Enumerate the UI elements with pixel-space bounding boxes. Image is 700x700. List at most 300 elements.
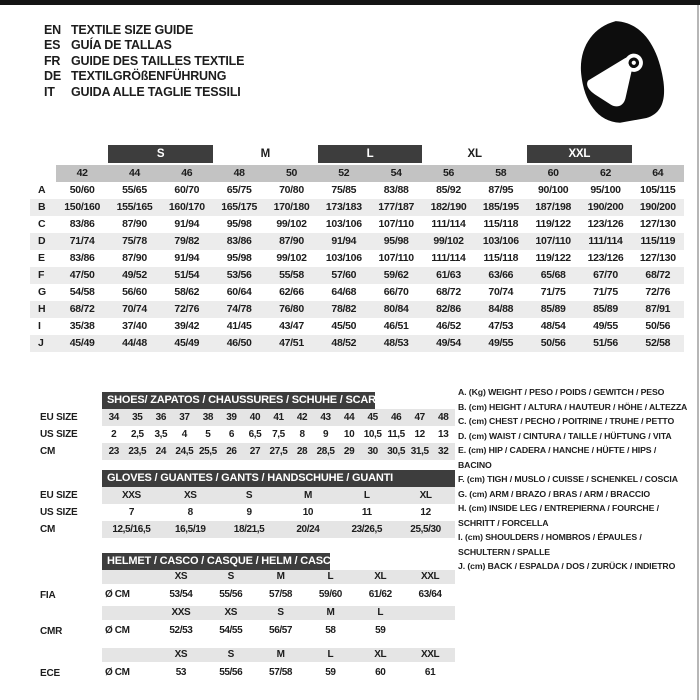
size-value: 115/118 (483, 252, 519, 264)
racing-helmet-svg (572, 14, 668, 132)
size-columns-row (30, 165, 684, 182)
standard-label: ECE (40, 667, 60, 679)
size-value: 107/110 (378, 218, 414, 230)
cell-value: 25,5/30 (410, 524, 441, 535)
size-value: 160/170 (168, 201, 205, 213)
size-value: 111/114 (431, 218, 466, 230)
size-col-header: 46 (161, 165, 213, 182)
cell-value: 2,5 (130, 429, 144, 440)
size-value: 82/86 (436, 303, 461, 315)
language-code: EN (44, 22, 61, 37)
size-value: 39/42 (174, 320, 200, 332)
cell-value: 27 (249, 446, 261, 457)
size-value: 99/102 (276, 218, 307, 230)
language-code: ES (44, 38, 61, 53)
cell-value: 38 (202, 412, 214, 423)
helmet-value (405, 620, 455, 642)
helmet-values-row (30, 662, 455, 684)
size-value: 61/63 (436, 269, 461, 281)
size-value: 83/88 (383, 184, 409, 196)
cell-value: 26 (226, 446, 237, 457)
size-group-label-M: M (260, 148, 271, 160)
size-value: 46/52 (436, 320, 461, 332)
helmet-size (405, 606, 455, 620)
size-value: 70/74 (488, 286, 514, 298)
size-value: 75/78 (122, 235, 147, 247)
cell-value: XL (419, 490, 432, 501)
size-value: 127/130 (639, 218, 676, 230)
size-row-I (30, 318, 684, 335)
size-col-header: 60 (527, 165, 579, 182)
row-label: US SIZE (40, 429, 78, 440)
row-label: CM (40, 446, 56, 457)
size-value: 127/130 (639, 252, 676, 264)
cell-value: 3,5 (154, 429, 168, 440)
size-value: 91/94 (174, 252, 200, 264)
unit-spacer (102, 648, 156, 662)
cell-value: 23,5 (128, 446, 147, 457)
helmet-size: XXL (420, 571, 440, 582)
measurement-legend (458, 385, 692, 574)
table-row (30, 409, 455, 426)
size-value: 87/90 (122, 218, 147, 230)
size-row-F (30, 267, 684, 284)
size-value: 115/119 (640, 235, 676, 247)
table-row (30, 443, 455, 460)
cell-value: 5 (205, 429, 211, 440)
size-row-J (30, 335, 684, 352)
measurement-key: D (38, 235, 46, 247)
size-value: 47/51 (279, 337, 304, 349)
helmet-value: 53 (175, 667, 187, 678)
cell-value: 37 (179, 412, 190, 423)
size-row-G (30, 284, 684, 301)
size-value: 45/49 (174, 337, 200, 349)
cell-value: 41 (273, 412, 284, 423)
helmet-values-row (30, 584, 455, 606)
size-table (30, 145, 684, 352)
unit-spacer (102, 606, 156, 620)
cell-value: 42 (296, 412, 308, 423)
cell-value: M (303, 490, 312, 501)
size-col-header: 42 (56, 165, 108, 182)
helmet-size: S (227, 649, 234, 660)
table-row (30, 487, 455, 504)
size-value: 84/88 (488, 303, 514, 315)
cell-value: 10 (343, 429, 355, 440)
size-value: 123/126 (587, 218, 624, 230)
size-col-header: 52 (318, 165, 370, 182)
helmet-value: 55/56 (219, 667, 243, 678)
cell-value: 31,5 (410, 446, 429, 457)
size-value: 165/175 (221, 201, 258, 213)
cell-value: 7 (128, 507, 134, 518)
cell-value: 34 (108, 412, 119, 423)
size-value: 48/52 (331, 337, 357, 349)
size-value: 68/72 (645, 269, 671, 281)
helmet-value: 52/53 (169, 625, 193, 636)
table-row (30, 521, 455, 538)
size-value: 50/56 (540, 337, 566, 349)
unit-label: Ø CM (105, 625, 130, 636)
language-title: GUIDA ALLE TAGLIE TESSILI (71, 84, 241, 99)
cell-value: 30,5 (387, 446, 406, 457)
language-row (44, 84, 244, 100)
helmet-size: M (326, 607, 335, 618)
size-value: 87/95 (488, 184, 514, 196)
helmet-value: 53/54 (169, 589, 193, 600)
size-value: 95/100 (590, 184, 621, 196)
size-value: 95/98 (226, 252, 252, 264)
size-col-header: 58 (475, 165, 527, 182)
helmet-table (30, 553, 455, 684)
row-label: EU SIZE (40, 412, 78, 423)
helmet-size: M (276, 571, 285, 582)
size-col-header: 62 (579, 165, 631, 182)
size-group-label-S: S (108, 145, 213, 163)
size-value: 71/75 (593, 286, 618, 298)
size-value: 66/70 (383, 286, 409, 298)
cell-value: 23/26,5 (351, 524, 383, 535)
size-value: 49/55 (593, 320, 618, 332)
legend-item: A. (Kg) WEIGHT / PESO / POIDS / GEWITCH / PESO (458, 387, 665, 397)
measurement-key: F (38, 269, 45, 281)
cell-value: 13 (438, 429, 449, 440)
size-value: 54/58 (69, 286, 95, 298)
size-col-header: 50 (265, 165, 317, 182)
size-value: 155/165 (116, 201, 153, 213)
size-value: 55/58 (279, 269, 304, 281)
size-group-label-XL: XL (467, 148, 482, 160)
measurement-key: G (38, 286, 46, 298)
size-col-header: 48 (213, 165, 265, 182)
size-value: 83/86 (69, 218, 95, 230)
size-row-C (30, 216, 684, 233)
size-value: 41/45 (226, 320, 252, 332)
size-value: 68/72 (436, 286, 461, 298)
cell-value: 10 (302, 507, 314, 518)
cell-value: 18/21,5 (233, 524, 265, 535)
shoes-table-title: SHOES/ ZAPATOS / CHAUSSURES / SCHUHE / SCARPE (102, 392, 375, 409)
helmet-value: 57/58 (269, 589, 293, 600)
measurement-key: A (38, 184, 46, 196)
legend-item: D. (cm) WAIST / CINTURA / TAILLE / HÜFTUNG / VITA (458, 430, 672, 441)
size-value: 72/76 (174, 303, 200, 315)
measurement-key: I (38, 320, 41, 332)
measurement-key: B (38, 201, 46, 213)
size-value: 68/72 (69, 303, 95, 315)
gloves-table (30, 470, 455, 538)
shoes-table (30, 392, 455, 460)
helmet-sizes-row (30, 606, 455, 620)
language-title: GUÍA DE TALLAS (71, 38, 172, 53)
helmet-value: 54/55 (219, 625, 243, 636)
cell-value: 12,5/16,5 (112, 524, 151, 535)
language-row (44, 69, 244, 85)
cell-value: 24,5 (175, 446, 194, 457)
size-value: 177/187 (378, 201, 415, 213)
cell-value: 45 (367, 412, 378, 423)
cell-value: S (245, 490, 253, 501)
racing-helmet-icon (572, 14, 668, 132)
size-value: 47/53 (488, 320, 514, 332)
language-code: DE (44, 69, 61, 84)
legend-item: F. (cm) TIGH / MUSLO / CUISSE / SCHENKEL / COSCIA (458, 474, 678, 484)
cell-value: 23 (108, 446, 119, 457)
size-value: 50/60 (69, 184, 95, 196)
size-value: 47/50 (69, 269, 95, 281)
unit-label: Ø CM (105, 667, 130, 678)
cell-value: 28,5 (316, 446, 335, 457)
size-value: 46/50 (226, 337, 252, 349)
language-row (44, 53, 244, 69)
size-value: 62/66 (279, 286, 304, 298)
gloves-table-title: GLOVES / GUANTES / GANTS / HANDSCHUHE / GUANTI (102, 470, 455, 487)
helmet-size: XS (174, 649, 188, 660)
size-value: 87/90 (279, 235, 304, 247)
size-value: 45/49 (69, 337, 95, 349)
size-col-spacer (30, 165, 56, 182)
size-value: 65/75 (226, 184, 252, 196)
helmet-value: 55/56 (219, 589, 243, 600)
size-value: 83/86 (226, 235, 252, 247)
cell-value: 12 (420, 507, 431, 518)
cell-value: 9 (246, 507, 252, 518)
size-value: 103/106 (482, 235, 519, 247)
helmet-value: 57/58 (269, 667, 293, 678)
size-value: 91/94 (174, 218, 200, 230)
cell-value: 25,5 (198, 446, 217, 457)
helmet-sizes-row (30, 570, 455, 584)
size-value: 105/115 (640, 184, 676, 196)
legend-item: C. (cm) CHEST / PECHO / POITRINE / TRUHE / PETTO (458, 416, 675, 426)
helmet-size: XL (374, 649, 387, 660)
size-value: 49/52 (122, 269, 147, 281)
legend-item: I. (cm) SHOULDERS / HOMBROS / ÉPAULES / SCHULTERN / SPALLE (458, 532, 642, 557)
cell-value: 8 (187, 507, 193, 518)
size-value: 95/98 (383, 235, 409, 247)
helmet-size: L (377, 607, 384, 618)
legend-item: J. (cm) BACK / ESPALDA / DOS / ZURÜCK / INDIETRO (458, 561, 676, 571)
size-value: 71/75 (540, 286, 566, 298)
size-value: 111/114 (588, 235, 623, 247)
size-value: 48/53 (383, 337, 409, 349)
cell-value: 48 (438, 412, 449, 423)
size-value: 48/54 (540, 320, 566, 332)
standard-label: FIA (40, 589, 56, 601)
size-value: 46/51 (383, 320, 409, 332)
size-value: 49/54 (436, 337, 461, 349)
size-col-header: 54 (370, 165, 422, 182)
size-value: 60/70 (174, 184, 200, 196)
size-value: 190/200 (639, 201, 676, 213)
cell-value: XS (183, 490, 197, 501)
size-value: 173/183 (325, 201, 362, 213)
helmet-size: XS (224, 607, 238, 618)
cell-value: 47 (414, 412, 425, 423)
size-value: 44/48 (122, 337, 147, 349)
helmet-size: S (277, 607, 284, 618)
size-value: 60/64 (226, 286, 252, 298)
language-code: FR (44, 53, 61, 68)
legend-item: H. (cm) INSIDE LEG / ENTREPIERNA / FOURCHE / SCHRITT / FORCELLA (458, 503, 659, 528)
cell-value: 32 (438, 446, 449, 457)
legend-item: G. (cm) ARM / BRAZO / BRAS / ARM / BRACCIO (458, 488, 651, 499)
size-value: 52/58 (645, 337, 671, 349)
unit-spacer (102, 570, 156, 584)
cell-value: 30 (367, 446, 378, 457)
size-value: 103/106 (325, 218, 362, 230)
size-value: 57/60 (331, 269, 357, 281)
size-value: 80/84 (383, 303, 409, 315)
size-value: 70/74 (122, 303, 147, 315)
size-value: 95/98 (226, 218, 252, 230)
helmet-value: 59 (375, 625, 386, 636)
size-value: 187/198 (535, 201, 572, 213)
size-value: 50/56 (645, 320, 671, 332)
size-value: 79/82 (174, 235, 200, 247)
helmet-size: S (227, 571, 234, 582)
helmet-table-title: HELMET / CASCO / CASQUE / HELM / CASCO (102, 553, 330, 570)
size-row-E (30, 250, 684, 267)
table-row (30, 426, 455, 443)
measurement-key: J (38, 337, 44, 349)
cell-value: 44 (343, 412, 355, 423)
cell-value: 28 (296, 446, 308, 457)
cell-value: 10,5 (363, 429, 382, 440)
size-value: 90/100 (537, 184, 569, 196)
page-right-edge (697, 5, 699, 700)
size-value: 103/106 (325, 252, 362, 264)
legend-item: B. (cm) HEIGHT / ALTURA / HAUTEUR / HÖHE / ALTEZZA (458, 401, 688, 412)
size-value: 67/70 (593, 269, 618, 281)
size-value: 87/91 (645, 303, 671, 315)
size-value: 87/90 (122, 252, 147, 264)
measurement-key: E (38, 252, 45, 264)
size-value: 107/110 (535, 235, 571, 247)
standard-label: CMR (40, 625, 63, 637)
size-value: 51/56 (593, 337, 618, 349)
size-value: 58/62 (174, 286, 200, 298)
row-label-spacer (30, 570, 102, 584)
cell-value: 9 (322, 429, 329, 440)
size-value: 182/190 (430, 201, 467, 213)
size-value: 85/89 (540, 303, 566, 315)
language-row (44, 38, 244, 54)
size-value: 59/62 (383, 269, 409, 281)
row-label-spacer (30, 606, 102, 620)
size-value: 150/160 (64, 201, 101, 213)
size-value: 35/38 (69, 320, 95, 332)
size-value: 85/92 (436, 184, 461, 196)
helmet-size: M (276, 649, 285, 660)
helmet-value: 56/57 (269, 625, 293, 636)
cell-value: 6,5 (248, 429, 262, 440)
cell-value: 29 (343, 446, 355, 457)
size-value: 64/68 (331, 286, 357, 298)
helmet-sizes-row (30, 648, 455, 662)
cell-value: 11,5 (387, 429, 405, 440)
size-value: 170/180 (273, 201, 310, 213)
helmet-size: L (327, 571, 334, 582)
size-value: 123/126 (587, 252, 624, 264)
cell-value: 7,5 (272, 429, 285, 440)
size-value: 185/195 (482, 201, 519, 213)
language-code: IT (44, 84, 55, 99)
cell-value: XXS (122, 490, 141, 501)
row-label: CM (40, 524, 56, 535)
size-value: 107/110 (378, 252, 414, 264)
helmet-size: XXS (171, 607, 191, 618)
size-value: 45/50 (331, 320, 357, 332)
size-col-header: 56 (422, 165, 474, 182)
cell-value: 43 (320, 412, 331, 423)
row-label: EU SIZE (40, 490, 78, 501)
cell-value: 40 (249, 412, 261, 423)
size-value: 72/76 (645, 286, 671, 298)
language-title: TEXTILGRÖßENFÜHRUNG (71, 69, 227, 84)
cell-value: 35 (132, 412, 143, 423)
size-value: 65/68 (540, 269, 566, 281)
cell-value: 20/24 (296, 524, 320, 535)
table-row (30, 504, 455, 521)
helmet-value: 61/62 (368, 589, 392, 600)
unit-label: Ø CM (105, 589, 130, 600)
helmet-value: 59/60 (318, 589, 342, 600)
size-value: 85/89 (593, 303, 618, 315)
cell-value: 6 (228, 429, 234, 440)
cell-value: 36 (155, 412, 166, 423)
size-value: 74/78 (226, 303, 252, 315)
helmet-values-row (30, 620, 455, 642)
cell-value: L (363, 490, 370, 501)
cell-value: 8 (299, 429, 305, 440)
cell-value: 27,5 (269, 446, 288, 457)
size-value: 99/102 (433, 235, 464, 247)
size-value: 111/114 (431, 252, 466, 264)
row-label-spacer (30, 648, 102, 662)
size-row-A (30, 182, 684, 199)
helmet-value: 58 (325, 625, 336, 636)
size-value: 71/74 (69, 235, 95, 247)
cell-value: 11 (361, 507, 372, 518)
size-row-B (30, 199, 684, 216)
page-top-edge (0, 0, 700, 5)
size-value: 83/86 (69, 252, 95, 264)
size-value: 78/82 (331, 303, 357, 315)
size-value: 56/60 (122, 286, 147, 298)
size-group-spacer (632, 145, 684, 163)
cell-value: 2 (111, 429, 117, 440)
legend-item: E. (cm) HIP / CADERA / HANCHE / HÜFTE / HIPS / BACINO (458, 445, 657, 470)
helmet-size: XS (174, 571, 188, 582)
row-label: US SIZE (40, 507, 78, 518)
helmet-size: XXL (420, 649, 440, 660)
size-value: 63/66 (488, 269, 514, 281)
size-value: 190/200 (587, 201, 624, 213)
size-value: 119/122 (535, 218, 571, 230)
size-group-label-XXL: XXL (527, 145, 632, 163)
helmet-value: 61 (424, 667, 436, 678)
measurement-key: H (38, 303, 46, 315)
size-value: 53/56 (226, 269, 252, 281)
cell-value: 16,5/19 (174, 524, 206, 535)
size-value: 43/47 (279, 320, 304, 332)
measurement-key: C (38, 218, 46, 230)
size-group-label-L: L (318, 145, 423, 163)
size-group-row (30, 145, 684, 163)
language-row (44, 22, 244, 38)
